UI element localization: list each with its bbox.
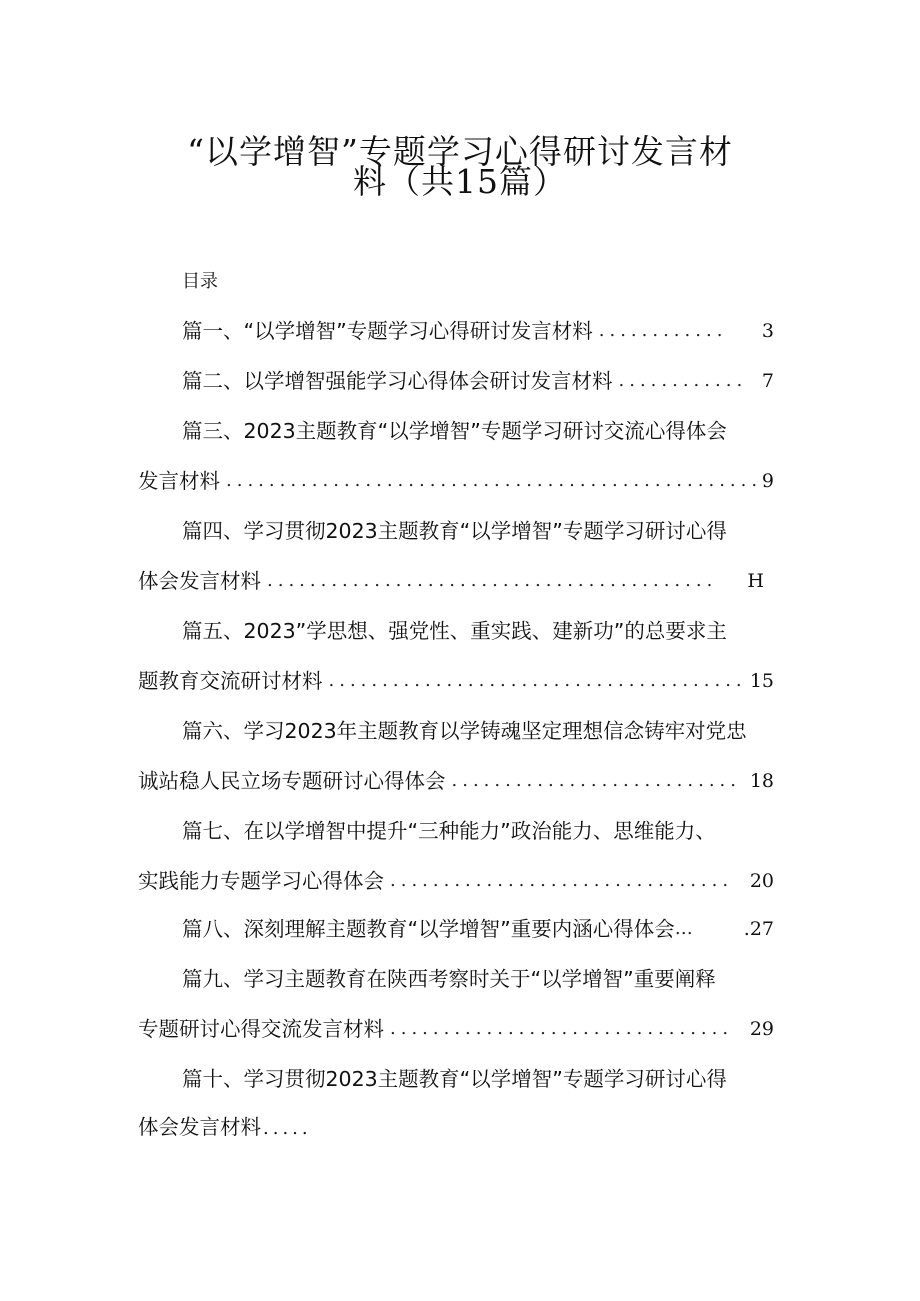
toc-entry-title: 篇十、学习贯彻2023主题教育“以学增智”专题学习研讨心得 (182, 1067, 727, 1091)
toc-entry-title: 篇七、在以学增智中提升“三种能力”政治能力、思维能力、 (182, 819, 716, 843)
toc-entry-title: 篇一、“以学增智”专题学习心得研讨发言材料 (182, 319, 593, 343)
toc-entry-title: 篇三、2023主题教育“以学增智”专题学习研讨交流心得体会 (182, 419, 727, 443)
toc-entry-8[interactable] (182, 914, 774, 944)
toc-entry-3[interactable] (182, 416, 727, 446)
toc-page-number: 3 (761, 320, 774, 342)
toc-entry-3-continued[interactable] (138, 466, 774, 496)
toc-leader: ..... (263, 1118, 312, 1139)
toc-entry-9-continued[interactable] (138, 1014, 774, 1044)
toc-entry-title: 篇八、深刻理解主题教育“以学增智”重要内涵心得体会 (182, 917, 675, 941)
toc-entry-title-cont: 体会发言材料 (138, 1115, 261, 1139)
document-title-line2: 料（共15篇） (353, 162, 567, 201)
toc-entry-6[interactable] (182, 716, 747, 746)
toc-heading: 目录 (182, 271, 218, 292)
toc-entry-title-cont: 专题研讨心得交流发言材料 (138, 1017, 384, 1041)
toc-entry-2[interactable] (182, 366, 774, 396)
toc-leader: … (674, 918, 693, 939)
toc-entry-7[interactable] (182, 816, 716, 846)
toc-leader: ................................ (390, 1018, 734, 1039)
toc-entry-10[interactable] (182, 1064, 727, 1094)
toc-leader: .................................................. (226, 470, 762, 491)
toc-leader: ............ (618, 370, 748, 391)
toc-page-number: 9 (761, 470, 774, 492)
toc-entry-title-cont: 诚站稳人民立场专题研讨心得体会 (138, 769, 446, 793)
toc-entry-7-continued[interactable] (138, 866, 774, 896)
document-title-line1: “以学增智”专题学习心得研讨发言材 (187, 132, 733, 171)
toc-entry-title: 篇九、学习主题教育在陕西考察时关于“以学增智”重要阐释 (182, 967, 716, 991)
toc-entry-title: 篇六、学习2023年主题教育以学铸魂坚定理想信念铸牢对党忠 (182, 719, 747, 743)
toc-leader: ............ (598, 320, 728, 341)
toc-entry-title-cont: 发言材料 (138, 469, 220, 493)
toc-entry-5-continued[interactable] (138, 666, 774, 696)
toc-entry-6-continued[interactable] (138, 766, 774, 796)
toc-page-number: .27 (743, 918, 774, 940)
toc-entry-5[interactable] (182, 616, 727, 646)
toc-leader: ........................... (451, 770, 741, 791)
toc-page-number: 18 (749, 770, 774, 792)
toc-entry-title: 篇四、学习贯彻2023主题教育“以学增智”专题学习研讨心得 (182, 519, 727, 543)
toc-entry-4-continued[interactable] (138, 566, 764, 596)
toc-page-number: 20 (749, 870, 774, 892)
toc-entry-title: 篇五、2023”学思想、强党性、重实践、建新功”的总要求主 (182, 619, 727, 643)
toc-leader: ....................................... (328, 670, 747, 691)
toc-entry-4[interactable] (182, 516, 727, 546)
toc-entry-title-cont: 题教育交流研讨材料 (138, 669, 323, 693)
toc-page-number: H (747, 570, 764, 592)
toc-entry-title-cont: 体会发言材料 (138, 569, 261, 593)
toc-entry-title-cont: 实践能力专题学习心得体会 (138, 869, 384, 893)
toc-leader: ................................ (390, 870, 734, 891)
toc-entry-title: 篇二、以学增智强能学习心得体会研讨发言材料 (182, 369, 613, 393)
toc-entry-10-continued[interactable] (138, 1112, 312, 1142)
toc-leader: .......................................... (267, 570, 718, 591)
toc-entry-9[interactable] (182, 964, 716, 994)
toc-page-number: 7 (761, 370, 774, 392)
toc-page-number: 29 (749, 1018, 774, 1040)
toc-page-number: 15 (749, 670, 774, 692)
toc-entry-1[interactable] (182, 316, 774, 346)
